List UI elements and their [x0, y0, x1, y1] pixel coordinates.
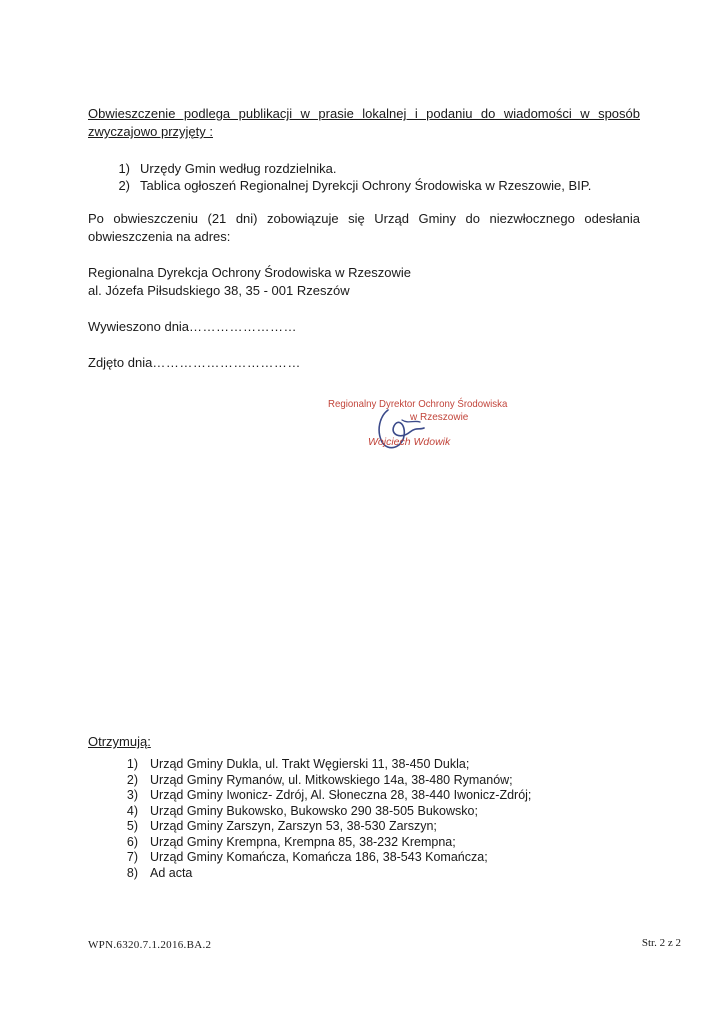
- list-item-number: 1): [118, 161, 130, 176]
- recipients-title: Otrzymują:: [88, 734, 151, 749]
- list-item-number: 3): [126, 788, 138, 802]
- list-item-text: Urząd Gminy Dukla, ul. Trakt Węgierski 11, 38-450 Dukla;: [150, 757, 470, 771]
- recipients-list: [118, 757, 531, 881]
- posted-date-dots: ……………………: [189, 319, 298, 334]
- address-line2: al. Józefa Piłsudskiego 38, 35 - 001 Rzeszów: [88, 283, 350, 298]
- list-item: [118, 866, 531, 882]
- list-item-number: 2): [118, 178, 130, 193]
- stamp-name: Wojciech Wdowik: [368, 436, 451, 448]
- list-item: [108, 160, 591, 177]
- obligation-line1: Po obwieszczeniu (21 dni) zobowiązuje się Urząd Gminy do niezwłocznego odesłania: [88, 211, 640, 226]
- list-item: [108, 177, 591, 194]
- obligation-line2: obwieszczenia na adres:: [88, 229, 231, 244]
- signature-stamp: [318, 392, 518, 462]
- list-item: [118, 804, 531, 820]
- list-item-number: 4): [126, 803, 138, 818]
- address-line1: Regionalna Dyrekcja Ochrony Środowiska w Rzeszowie: [88, 265, 411, 280]
- list-item-text: Urząd Gminy Iwonicz- Zdrój, Al. Słoneczna 28, 38-440 Iwonicz-Zdrój;: [150, 788, 532, 802]
- list-item-text: Urząd Gminy Bukowsko, Bukowsko 290 38-505 Bukowsko;: [150, 803, 478, 818]
- list-item-text: Urząd Gminy Krempna, Krempna 85, 38-232 Krempna;: [150, 834, 456, 849]
- list-item: [118, 757, 531, 773]
- removed-date-field: [88, 354, 301, 372]
- publication-list: [108, 160, 591, 194]
- list-item: [118, 788, 531, 804]
- list-item-number: 1): [126, 757, 138, 771]
- list-item-number: 7): [126, 850, 138, 864]
- list-item-number: 5): [126, 819, 138, 833]
- list-item-text: Tablica ogłoszeń Regionalnej Dyrekcji Ochrony Środowiska w Rzeszowie, BIP.: [140, 178, 592, 193]
- list-item-text: Urzędy Gmin według rozdzielnika.: [140, 161, 337, 176]
- list-item-text: Urząd Gminy Komańcza, Komańcza 186, 38-543 Komańcza;: [150, 850, 488, 864]
- list-item-number: 2): [126, 772, 138, 787]
- list-item-text: Urząd Gminy Rymanów, ul. Mitkowskiego 14a, 38-480 Rymanów;: [150, 772, 513, 787]
- publication-intro-line2: zwyczajowo przyjęty :: [88, 124, 213, 139]
- list-item: [118, 850, 531, 866]
- handwritten-signature: [358, 400, 438, 460]
- posted-date-label: Wywieszono dnia: [88, 319, 190, 334]
- list-item: [118, 773, 531, 789]
- removed-date-dots: ……………………………: [152, 355, 301, 370]
- list-item: [118, 835, 531, 851]
- list-item-number: 8): [126, 865, 138, 880]
- posted-date-field: [88, 318, 297, 336]
- publication-intro-line1: Obwieszczenie podlega publikacji w prasie lokalnej i podaniu do wiadomości w sposób: [88, 106, 640, 121]
- removed-date-label: Zdjęto dnia: [88, 355, 153, 370]
- stamp-city: w Rzeszowie: [410, 412, 469, 423]
- document-reference: WPN.6320.7.1.2016.BA.2: [88, 939, 212, 951]
- list-item-number: 6): [126, 834, 138, 849]
- list-item-text: Ad acta: [150, 865, 193, 880]
- list-item: [118, 819, 531, 835]
- page-number: Str. 2 z 2: [641, 937, 681, 949]
- stamp-title: Regionalny Dyrektor Ochrony Środowiska: [328, 398, 508, 410]
- list-item-text: Urząd Gminy Zarszyn, Zarszyn 53, 38-530 Zarszyn;: [150, 819, 437, 833]
